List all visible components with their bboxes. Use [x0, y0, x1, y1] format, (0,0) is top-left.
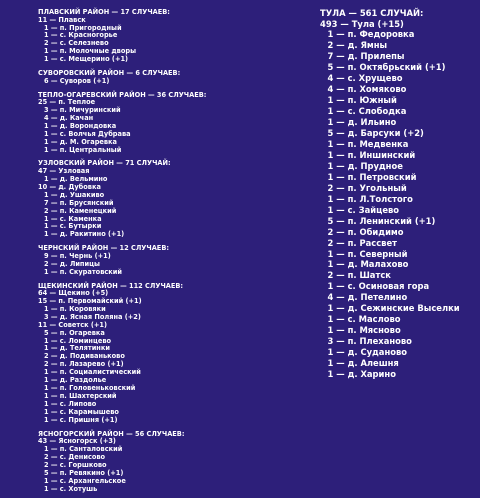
settlement-line: 1 — п. Л.Толстого — [327, 193, 413, 204]
settlement-line: 1 — с. Бутырки — [43, 222, 102, 231]
settlement-line: 1 — д. Суданово — [327, 347, 408, 358]
settlement-line: 64 — Щекино (+5) — [38, 289, 109, 298]
region-block — [38, 69, 298, 86]
settlement-line: 9 — п. Чернь (+1) — [43, 251, 111, 260]
settlement-line: 1 — д. Харино — [327, 369, 396, 379]
settlement-line: 1 — п. Северный — [327, 248, 408, 259]
settlement-line: 5 — п. Огаревка — [43, 328, 105, 337]
settlement-line: 1 — с. Хотушь — [43, 484, 98, 493]
settlement-line: 1 — д. Алешня — [327, 358, 399, 369]
settlement-line: 2 — д. Подиваньково — [43, 352, 125, 361]
settlement-line: 11 — Советск (+1) — [38, 320, 108, 329]
settlement-line: 1 — п. Молочные дворы — [43, 47, 137, 56]
region-title: ЧЕРНСКИЙ РАЙОН — 12 СЛУЧАЕВ: — [38, 244, 169, 253]
region-block — [38, 244, 298, 276]
settlement-line: 2 — с. Денисово — [43, 452, 106, 461]
settlement-line: 4 — д. Петелино — [327, 292, 408, 303]
settlement-line: 2 — д. Липицы — [43, 259, 100, 268]
settlement-line: 2 — п. Рассвет — [327, 237, 398, 248]
region-title: ЩЕКИНСКИЙ РАЙОН — 112 СЛУЧАЕВ: — [38, 281, 184, 290]
settlement-line: 1 — с. Слободка — [327, 106, 407, 117]
right-column — [320, 8, 480, 385]
settlement-line: 1 — п. Мясново — [327, 325, 401, 336]
settlement-line: 2 — п. Угольный — [327, 182, 407, 193]
settlement-line: 1 — п. Скуратовский — [43, 267, 122, 276]
settlement-line: 5 — п. Ленинский (+1) — [327, 215, 436, 226]
settlement-line: 1 — п. Иншинский — [327, 149, 416, 160]
settlement-line: 5 — д. Барсуки (+2) — [327, 128, 424, 139]
settlement-line: 1 — с. Ломинцево — [43, 336, 112, 345]
settlement-line: 1 — д. Малахово — [327, 259, 409, 270]
settlement-line: 43 — Ясногорск (+3) — [38, 437, 116, 446]
settlement-line: 1 — п. Центральный — [43, 145, 122, 154]
settlement-line: 1 — п. Медвенка — [327, 138, 409, 149]
region-lines — [320, 19, 480, 380]
settlement-line: 1 — д. Ракитино (+1) — [43, 230, 125, 239]
settlement-line: 1 — д. Раздолье — [43, 376, 107, 385]
settlement-line: 1 — д. Вельмино — [43, 174, 108, 183]
settlement-line: 1 — п. Социалистический — [43, 368, 141, 377]
settlement-line: 1 — с. Липово — [43, 399, 97, 408]
region-block — [38, 159, 298, 239]
settlement-line: 47 — Узловая — [38, 167, 90, 176]
settlement-line: 1 — п. Головеньковский — [43, 384, 136, 392]
settlement-line: 1 — п. Пригородный — [43, 23, 122, 32]
region-title: ТУЛА — 561 СЛУЧАЙ: — [320, 8, 424, 18]
region-title: ПЛАВСКИЙ РАЙОН — 17 СЛУЧАЕВ: — [38, 8, 170, 16]
settlement-line: 1 — с. Осиновая гора — [327, 281, 430, 292]
settlement-line: 5 — п. Октябрьский (+1) — [327, 62, 446, 73]
settlement-line: 1 — д. Сежинские Выселки — [327, 303, 460, 314]
settlement-line: 1 — п. Петровский — [327, 171, 417, 182]
settlement-line: 2 — с. Селезнево — [43, 39, 109, 48]
settlement-line: 1 — с. Каменка — [43, 214, 102, 223]
settlement-line: 1 — п. Федоровка — [327, 29, 415, 40]
settlement-line: 11 — Плавск — [38, 15, 86, 24]
settlement-line: 15 — п. Первомайский (+1) — [38, 297, 142, 306]
settlement-line: 1 — п. Санталовский — [43, 445, 123, 454]
settlement-line: 7 — д. Прилепы — [327, 51, 405, 62]
settlement-line: 1 — д. М. Огаревка — [43, 137, 117, 146]
settlement-line: 1 — д. Прудное — [327, 160, 403, 171]
settlement-line: 7 — п. Брусянский — [43, 198, 114, 207]
settlement-line: 1 — п. Южный — [327, 95, 397, 106]
region-tula — [320, 8, 480, 380]
settlement-line: 2 — д. Ямны — [327, 40, 388, 51]
settlement-line: 1 — с. Маслово — [327, 314, 401, 325]
left-column — [38, 8, 298, 498]
settlement-line: 1 — с. Волчья Дубрава — [43, 129, 131, 138]
region-title: ЯСНОГОРСКИЙ РАЙОН — 56 СЛУЧАЕВ: — [38, 429, 185, 438]
region-block — [38, 282, 298, 425]
region-title: ТЕПЛО-ОГАРЕВСКИЙ РАЙОН — 36 СЛУЧАЕВ: — [38, 90, 207, 99]
settlement-line: 4 — д. Качан — [43, 113, 94, 122]
settlement-line: 2 — с. Горшково — [43, 460, 107, 469]
settlement-line: 1 — п. Коровяки — [43, 304, 106, 313]
settlement-line: 2 — п. Каменецкий — [43, 206, 117, 215]
settlement-line: 4 — п. Хомяково — [327, 84, 407, 95]
region-block — [38, 8, 298, 64]
settlement-line: 1 — д. Ворондовка — [43, 121, 117, 130]
settlement-line: 10 — д. Дубовка — [38, 182, 101, 191]
settlement-line: 1 — с. Карамышево — [43, 407, 119, 416]
settlement-line: 1 — с. Пришня (+1) — [43, 415, 118, 424]
settlement-line: 1 — д. Ушакиво — [43, 190, 105, 199]
region-block — [38, 91, 298, 155]
settlement-line: 1 — с. Зайцево — [327, 204, 400, 215]
settlement-line: 1 — д. Ильино — [327, 117, 397, 128]
settlement-line: 1 — п. Шахтерский — [43, 391, 117, 400]
settlement-line: 3 — д. Ясная Поляна (+2) — [43, 312, 141, 321]
settlement-line: 6 — Суворов (+1) — [43, 76, 110, 85]
settlement-line: 2 — п. Обидимо — [327, 226, 404, 237]
settlement-line: 1 — с. Красногорье — [43, 31, 118, 40]
settlement-line: 2 — п. Шатск — [327, 270, 391, 281]
settlement-line: 5 — п. Ревякино (+1) — [43, 468, 124, 477]
settlement-line: 3 — п. Мичуринский — [43, 106, 121, 115]
settlement-line: 4 — с. Хрущево — [327, 73, 403, 84]
region-block — [38, 430, 298, 494]
settlement-line: 1 — с. Архангельское — [43, 476, 126, 485]
settlement-line: 1 — д. Телятинки — [43, 344, 110, 353]
region-title: СУВОРОВСКИЙ РАЙОН — 6 СЛУЧАЕВ: — [38, 69, 181, 78]
settlement-line: 2 — п. Лазарево (+1) — [43, 360, 124, 369]
settlement-line: 3 — п. Плеханово — [327, 336, 412, 347]
settlement-line: 1 — с. Мещерино (+1) — [43, 55, 129, 64]
region-title: УЗЛОВСКИЙ РАЙОН — 71 СЛУЧАЙ: — [38, 159, 171, 168]
settlement-line: 25 — п. Теплое — [38, 98, 96, 107]
settlement-line: 493 — Тула (+15) — [320, 18, 404, 29]
